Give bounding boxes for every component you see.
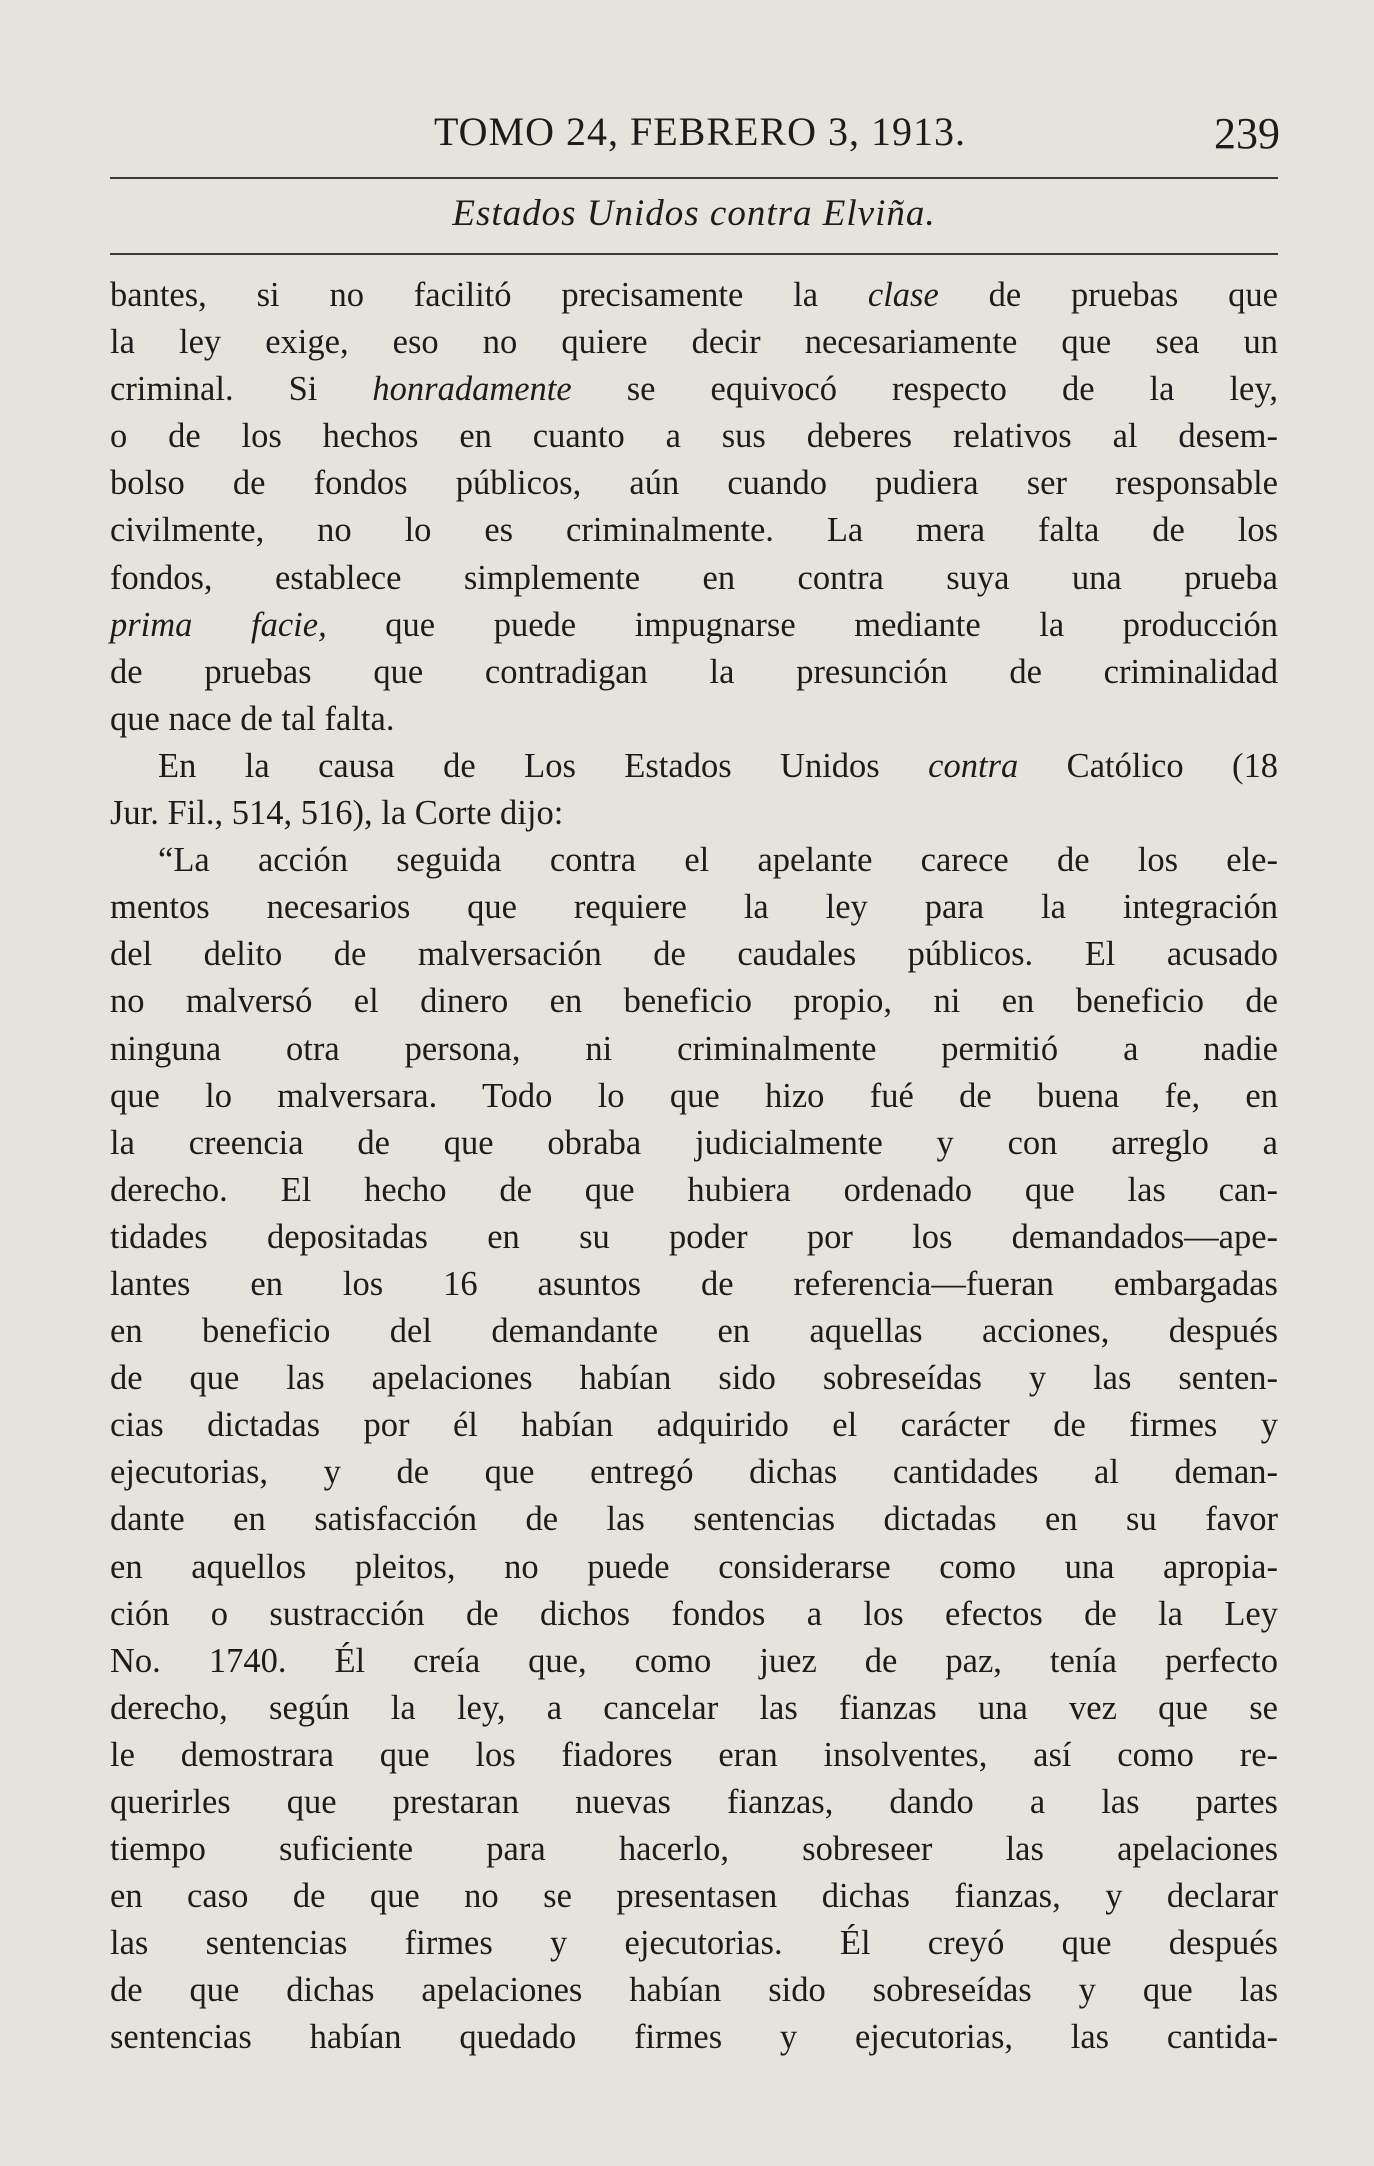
text-line <box>110 1920 1278 1967</box>
text-run: fondos, establece simplemente en contra suya una prueba <box>110 558 1278 597</box>
text-line <box>110 1308 1278 1355</box>
text-run: En la causa de Los Estados Unidos <box>158 746 929 785</box>
text-run: le demostrara que los fiadores eran insolventes, así como re- <box>110 1735 1278 1774</box>
header-rule-top <box>110 177 1278 179</box>
text-run: del delito de malversación de caudales públicos. El acusado <box>110 935 1278 974</box>
text-line <box>110 1402 1278 1449</box>
text-run: derecho, según la ley, a cancelar las fianzas una vez que se <box>110 1688 1278 1727</box>
text-line <box>110 2014 1278 2061</box>
text-line <box>110 1355 1278 1402</box>
text-line <box>110 1779 1278 1826</box>
text-run: civilmente, no lo es criminalmente. La mera falta de los <box>110 511 1278 550</box>
text-run: ción o sustracción de dichos fondos a los efectos de la Ley <box>110 1594 1278 1633</box>
text-line <box>110 1591 1278 1638</box>
page-number: 239 <box>1214 109 1280 158</box>
text-line <box>110 1214 1278 1261</box>
text-line <box>110 1732 1278 1779</box>
body-text <box>110 272 1278 2062</box>
text-line <box>110 460 1278 507</box>
text-run: las sentencias firmes y ejecutorias. Él creyó que después <box>110 1924 1278 1963</box>
text-run: sentencias habían quedado firmes y ejecutorias, las cantida- <box>110 2018 1278 2057</box>
text-line <box>110 1873 1278 1920</box>
text-line <box>110 1120 1278 1167</box>
text-run: bolso de fondos públicos, aún cuando pudiera ser responsable <box>110 464 1278 503</box>
header-rule-bottom <box>110 253 1278 255</box>
text-line <box>110 743 1278 790</box>
text-line <box>110 1544 1278 1591</box>
italic-text: prima facie, <box>110 605 327 644</box>
text-line <box>110 884 1278 931</box>
text-line <box>110 555 1278 602</box>
text-run: se equivocó respecto de la ley, <box>571 370 1278 409</box>
italic-text: clase <box>867 276 939 314</box>
text-line <box>110 931 1278 978</box>
text-line <box>110 1967 1278 2014</box>
text-run: en beneficio del demandante en aquellas acciones, después <box>110 1312 1278 1351</box>
italic-text: contra <box>928 746 1019 785</box>
text-run: “La acción seguida contra el apelante carece de los ele- <box>158 841 1278 880</box>
text-line <box>110 1638 1278 1685</box>
text-line <box>110 413 1278 460</box>
text-run: en aquellos pleitos, no puede considerarse como una apropia- <box>110 1547 1278 1586</box>
case-title: Estados Unidos contra Elviña. <box>452 193 936 234</box>
text-run: mentos necesarios que requiere la ley para la integración <box>110 888 1278 927</box>
text-run: la creencia de que obraba judicialmente y con arreglo a <box>110 1123 1278 1162</box>
text-run: Jur. Fil., 514, 516), la Corte dijo: <box>110 794 564 833</box>
text-run: que puede impugnarse mediante la producción <box>326 605 1278 644</box>
text-run: que lo malversara. Todo lo que hizo fué de buena fe, en <box>110 1076 1278 1115</box>
text-line <box>110 1449 1278 1496</box>
text-line <box>110 1167 1278 1214</box>
text-run: la ley exige, eso no quiere decir necesariamente que sea un <box>110 323 1278 362</box>
text-run: No. 1740. Él creía que, como juez de paz, tenía perfecto <box>110 1641 1278 1680</box>
text-run: lantes en los 16 asuntos de referencia—fueran embargadas <box>110 1264 1278 1303</box>
text-line <box>110 366 1278 413</box>
text-line <box>110 1685 1278 1732</box>
text-run: de que las apelaciones habían sido sobreseídas y las senten- <box>110 1359 1278 1398</box>
text-run: ninguna otra persona, ni criminalmente permitió a nadie <box>110 1029 1278 1068</box>
text-line <box>110 696 1278 743</box>
text-run: ejecutorias, y de que entregó dichas cantidades al deman- <box>110 1453 1278 1492</box>
text-line <box>110 1261 1278 1308</box>
text-run: querirles que prestaran nuevas fianzas, dando a las partes <box>110 1783 1278 1821</box>
text-line <box>110 649 1278 696</box>
text-line <box>110 272 1278 319</box>
text-line <box>110 1073 1278 1120</box>
text-run: de pruebas que contradigan la presunción de criminalidad <box>110 652 1278 691</box>
text-line <box>110 837 1278 884</box>
text-line <box>110 319 1278 366</box>
text-run: de que dichas apelaciones habían sido sobreseídas y que las <box>110 1971 1278 2010</box>
text-line <box>110 1496 1278 1543</box>
text-run: derecho. El hecho de que hubiera ordenado que las can- <box>110 1170 1278 1209</box>
text-run: tidades depositadas en su poder por los demandados—ape- <box>110 1217 1278 1256</box>
text-run: Católico (18 <box>1018 746 1278 785</box>
text-line <box>110 507 1278 554</box>
text-line <box>110 1026 1278 1073</box>
text-run: criminal. Si <box>110 370 373 409</box>
text-run: no malversó el dinero en beneficio propio, ni en beneficio de <box>110 982 1278 1021</box>
running-head <box>110 108 1290 168</box>
text-run: cias dictadas por él habían adquirido el carácter de firmes y <box>110 1406 1278 1445</box>
text-run: o de los hechos en cuanto a sus deberes relativos al desem- <box>110 417 1278 456</box>
text-run: que nace de tal falta. <box>110 699 395 738</box>
text-run: de pruebas que <box>938 276 1278 314</box>
italic-text: honradamente <box>372 370 572 409</box>
text-line <box>110 790 1278 837</box>
text-line <box>110 978 1278 1025</box>
text-run: tiempo suficiente para hacerlo, sobreseer las apelaciones <box>110 1830 1278 1869</box>
text-run: bantes, si no facilitó precisamente la <box>110 276 868 314</box>
text-line <box>110 602 1278 649</box>
text-run: dante en satisfacción de las sentencias dictadas en su favor <box>110 1500 1278 1539</box>
text-line <box>110 1826 1278 1873</box>
text-run: en caso de que no se presentasen dichas fianzas, y declarar <box>110 1877 1278 1916</box>
running-head-title: TOMO 24, FEBRERO 3, 1913. <box>433 109 967 154</box>
